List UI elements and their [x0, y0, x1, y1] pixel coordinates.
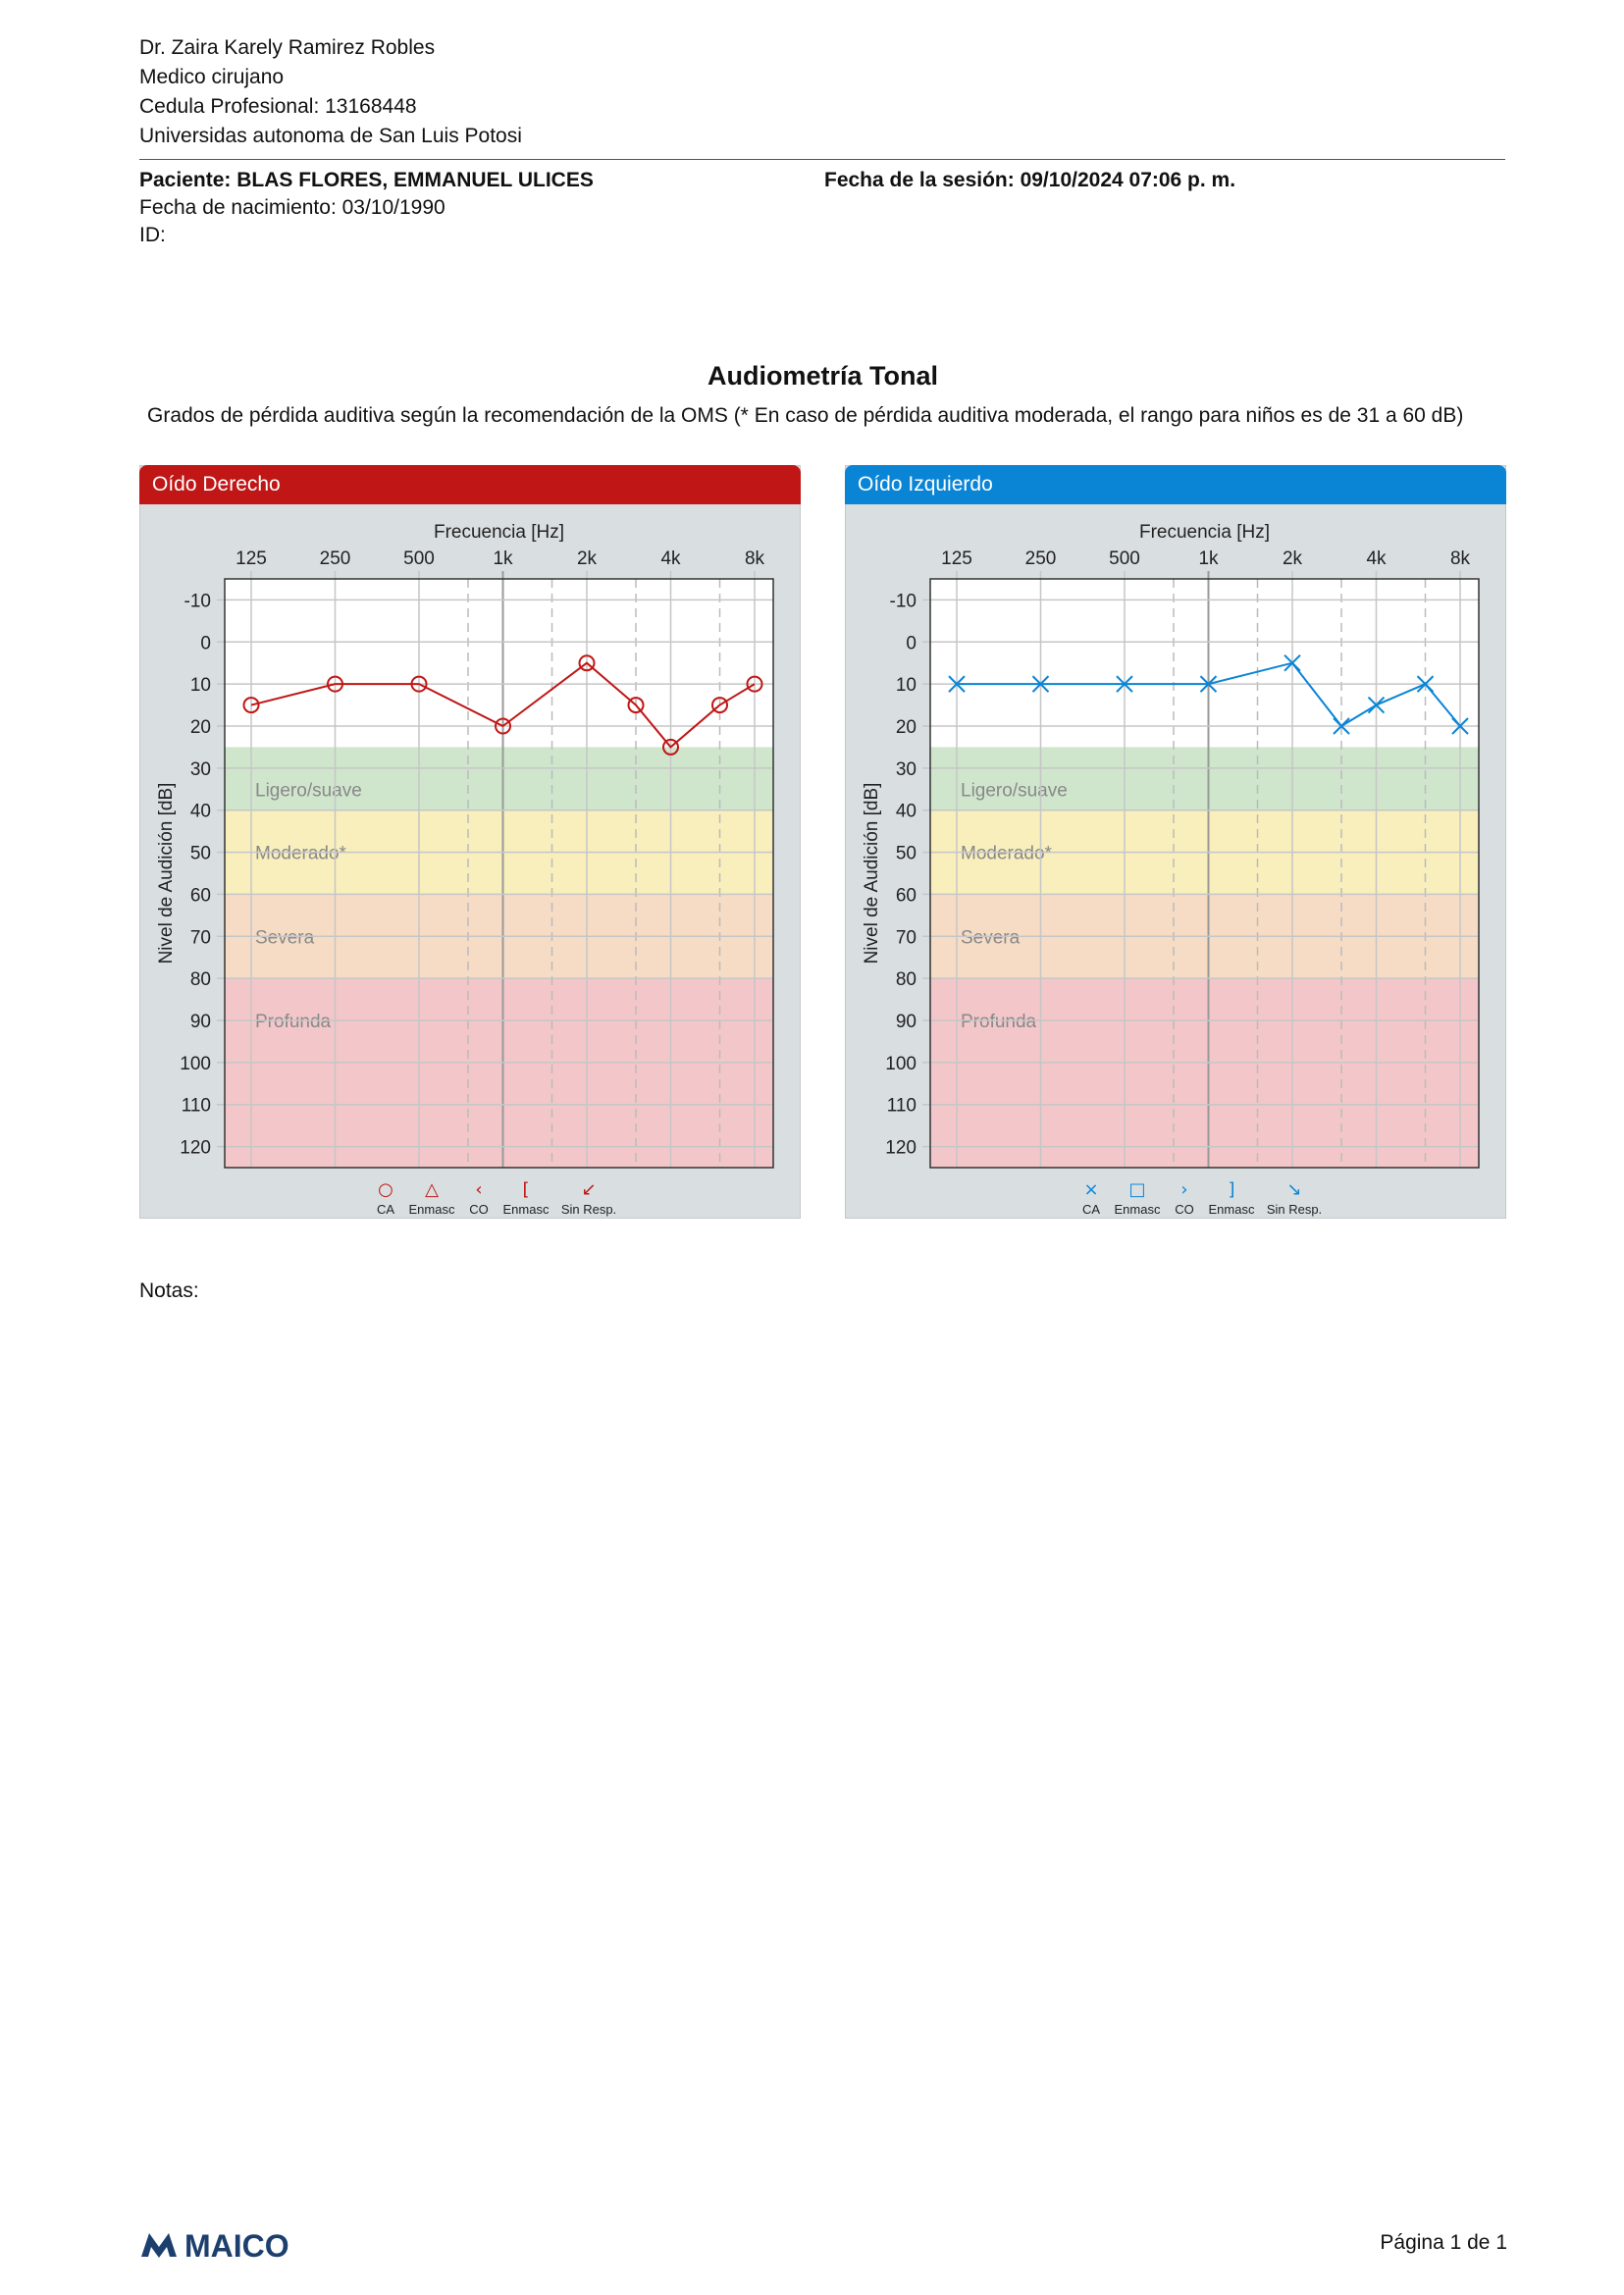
legend-label: CA [1081, 1202, 1101, 1217]
x-axis-title: Frecuencia [Hz] [1138, 522, 1271, 543]
legend-symbol: [ [522, 1179, 530, 1200]
y-tick-label: 40 [895, 801, 917, 822]
zone-label: Profunda [961, 1012, 1037, 1033]
zone-label: Ligero/suave [961, 780, 1068, 802]
y-axis-title: Nivel de Audición [dB] [862, 782, 882, 965]
doctor-header [139, 33, 522, 151]
y-tick-label: 10 [895, 675, 917, 697]
report-title: Audiometría Tonal [707, 361, 938, 391]
y-tick-label: 20 [895, 717, 917, 738]
legend-label: Enmasc [502, 1202, 550, 1217]
maico-logo [139, 2227, 336, 2263]
x-tick-label: 8k [1449, 548, 1471, 569]
x-tick-label: 500 [403, 548, 435, 569]
x-tick-label: 1k [493, 548, 513, 569]
legend-label: Enmasc [408, 1202, 455, 1217]
y-tick-label: 60 [895, 885, 917, 907]
y-tick-label: 70 [895, 927, 917, 949]
legend-label: CA [376, 1202, 395, 1217]
x-tick-label: 2k [1282, 548, 1303, 569]
page-number: Página 1 de 1 [1380, 2231, 1507, 2254]
legend-symbol: △ [425, 1179, 439, 1200]
patient-info [139, 167, 594, 249]
legend-label: Enmasc [1208, 1202, 1255, 1217]
zone-label: Severa [255, 927, 315, 949]
doctor-specialty: Medico cirujano [139, 66, 285, 88]
y-tick-label: 100 [885, 1053, 917, 1074]
y-tick-label: 10 [189, 675, 211, 697]
legend-label: Sin Resp. [1266, 1202, 1323, 1217]
doctor-name: Dr. Zaira Karely Ramirez Robles [139, 36, 436, 59]
y-tick-label: 60 [189, 885, 211, 907]
legend-symbol: □ [1128, 1179, 1146, 1200]
right-ear-panel [139, 465, 801, 1219]
x-tick-label: 250 [319, 548, 351, 569]
notes-label: Notas: [139, 1279, 199, 1302]
y-tick-label: -10 [889, 591, 917, 612]
y-tick-label: 0 [200, 633, 211, 654]
y-tick-label: 120 [180, 1137, 211, 1159]
patient-dob: Fecha de nacimiento: 03/10/1990 [139, 196, 445, 219]
doctor-university: Universidas autonoma de San Luis Potosi [139, 125, 522, 147]
report-description: Grados de pérdida auditiva según la recomendación de la OMS (* En caso de pérdida auditiva moderada, el rango para niños es de 31 a 60 dB) [147, 404, 1464, 427]
header-divider [139, 159, 1505, 160]
y-tick-label: 40 [189, 801, 211, 822]
zone-label: Ligero/suave [255, 780, 362, 802]
x-axis-title: Frecuencia [Hz] [433, 522, 565, 543]
logo-text: MAICO [184, 2228, 289, 2263]
y-tick-label: 50 [895, 843, 917, 864]
x-tick-label: 2k [576, 548, 598, 569]
zone-label: Moderado* [961, 843, 1052, 864]
y-tick-label: 120 [885, 1137, 917, 1159]
y-tick-label: 90 [895, 1012, 917, 1032]
y-tick-label: 110 [181, 1095, 211, 1117]
legend-symbol: ↙ [581, 1179, 597, 1200]
left-ear-title: Oído Izquierdo [845, 465, 1506, 504]
right-ear-audiogram [140, 504, 800, 1219]
left-ear-panel [845, 465, 1506, 1219]
y-tick-label: 70 [189, 927, 211, 949]
y-tick-label: 30 [189, 758, 211, 780]
x-tick-label: 500 [1109, 548, 1140, 569]
y-tick-label: 50 [189, 843, 211, 864]
x-tick-label: 125 [941, 548, 972, 569]
y-tick-label: 100 [180, 1053, 211, 1074]
legend-symbol: × [1083, 1179, 1099, 1200]
legend-label: Enmasc [1114, 1202, 1161, 1217]
y-tick-label: 0 [906, 633, 917, 654]
legend-symbol: ○ [378, 1179, 393, 1200]
right-ear-title: Oído Derecho [139, 465, 801, 504]
y-tick-label: 110 [886, 1095, 917, 1117]
zone-band [225, 978, 773, 1168]
zone-label: Profunda [255, 1012, 332, 1033]
doctor-license: Cedula Profesional: 13168448 [139, 95, 417, 118]
y-tick-label: 20 [189, 717, 211, 738]
x-tick-label: 4k [660, 548, 681, 569]
legend-symbol: ↘ [1286, 1179, 1302, 1200]
x-tick-label: 250 [1024, 548, 1057, 569]
legend-symbol: ‹ [475, 1179, 483, 1200]
y-tick-label: 30 [895, 758, 917, 780]
x-tick-label: 4k [1366, 548, 1387, 569]
x-tick-label: 8k [744, 548, 765, 569]
x-tick-label: 1k [1198, 548, 1219, 569]
legend-symbol: › [1180, 1179, 1188, 1200]
legend-label: CO [1175, 1202, 1194, 1217]
y-axis-title: Nivel de Audición [dB] [156, 782, 177, 965]
zone-label: Severa [961, 927, 1021, 949]
session-date: Fecha de la sesión: 09/10/2024 07:06 p. m. [824, 169, 1236, 191]
zone-band [930, 978, 1479, 1168]
y-tick-label: 90 [189, 1012, 211, 1032]
legend-label: CO [469, 1202, 489, 1217]
patient-name: Paciente: BLAS FLORES, EMMANUEL ULICES [139, 169, 594, 191]
zone-label: Moderado* [255, 843, 346, 864]
y-tick-label: 80 [189, 969, 211, 991]
legend-label: Sin Resp. [560, 1202, 617, 1217]
patient-id: ID: [139, 224, 166, 246]
y-tick-label: 80 [895, 969, 917, 991]
left-ear-audiogram [846, 504, 1505, 1219]
y-tick-label: -10 [183, 591, 211, 612]
legend-symbol: ] [1228, 1179, 1235, 1200]
x-tick-label: 125 [236, 548, 267, 569]
